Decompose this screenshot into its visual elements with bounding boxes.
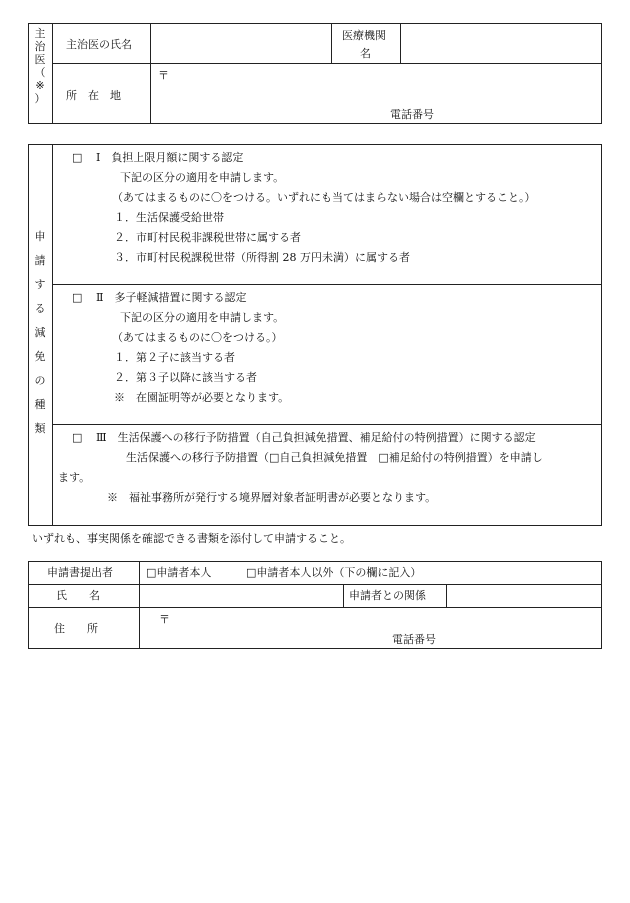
institution-label-line2: 名 [360,47,371,60]
section2-line2: （あてはまるものに〇をつける。） [112,331,283,344]
submitter-name-label: 氏 名 [56,589,100,602]
doctor-postal-mark: 〒 [158,69,169,82]
section2-line1: 下記の区分の適用を申請します。 [120,311,285,324]
attachment-notice: いずれも、事実関係を確認できる書類を添付して申請すること。 [32,532,351,545]
submitter-relation-field[interactable] [447,585,601,607]
section3-line2: ます。 [58,471,91,484]
section1-item2[interactable]: ２．市町村民税非課税世帯に属する者 [114,231,301,244]
institution-name-field[interactable] [401,24,601,63]
section3-note: ※ 福祉事務所が発行する境界層対象者証明書が必要となります。 [107,491,437,504]
section3-title: Ⅲ 生活保護への移行予防措置（自己負担減免措置、補足給付の特例措置）に関する認定 [96,431,536,444]
section1-checkbox[interactable]: □ [72,151,83,164]
section1-title: Ⅰ 負担上限月額に関する認定 [96,151,244,164]
doctor-name-field[interactable] [151,24,331,63]
section3-line1: 生活保護への移行予防措置（□自己負担減免措置 □補足給付の特例措置）を申請し [126,451,543,464]
submitter-name-field[interactable] [140,585,343,607]
section2-item2[interactable]: ２．第３子以降に該当する者 [114,371,257,384]
submitter-address-label: 住 所 [54,622,98,635]
reduction-vertical-label: 申 請 す る 減 免 の 種 類 [34,230,46,435]
submitter-option-other[interactable]: □申請者本人以外（下の欄に記入） [246,566,422,579]
submitter-label: 申請書提出者 [47,566,113,579]
section2-item1[interactable]: １．第２子に該当する者 [114,351,235,364]
doctor-address-field[interactable] [151,64,601,123]
section3-checkbox[interactable]: □ [72,431,83,444]
section2-title: Ⅱ 多子軽減措置に関する認定 [96,291,247,304]
section1-item1[interactable]: １．生活保護受給世帯 [114,211,224,224]
section2-note: ※ 在園証明等が必要となります。 [114,391,290,404]
doctor-name-label: 主治医の氏名 [66,38,132,51]
section1-line2: （あてはまるものに〇をつける。いずれにも当てはまらない場合は空欄とすること。） [112,191,536,204]
institution-label-line1: 医療機関 [342,29,386,42]
section1-item3[interactable]: ３．市町村民税課税世帯（所得割 28 万円未満）に属する者 [114,251,410,264]
submitter-phone-label: 電話番号 [392,633,436,646]
doctor-phone-label: 電話番号 [390,108,434,121]
submitter-option-self[interactable]: □申請者本人 [146,566,212,579]
doctor-address-label: 所 在 地 [66,89,121,102]
section2-checkbox[interactable]: □ [72,291,83,304]
submitter-address-field[interactable] [140,608,601,648]
section1-line1: 下記の区分の適用を申請します。 [120,171,285,184]
submitter-postal-mark: 〒 [159,613,170,626]
doctor-vertical-label: 主 治 医 （ ※ ） [34,27,46,105]
submitter-relation-label: 申請者との関係 [349,589,426,602]
